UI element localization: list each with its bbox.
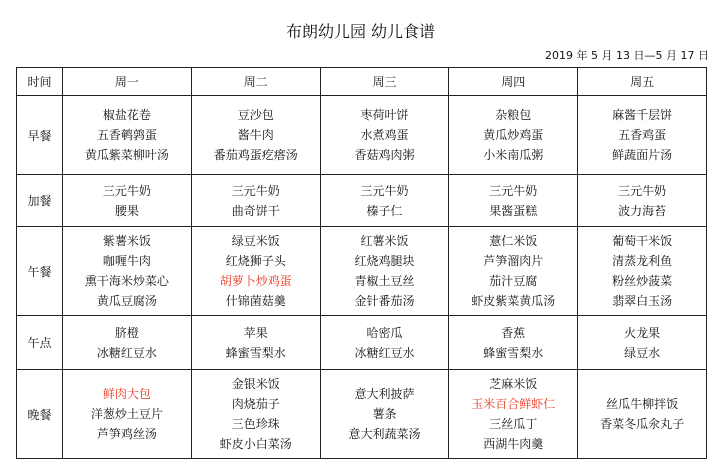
dish-item: 洋葱炒土豆片: [90, 407, 163, 421]
menu-cell: [63, 227, 192, 316]
dish-item: 翡翠白玉汤: [612, 294, 673, 308]
dish-item: 椒盐花卷: [102, 108, 151, 122]
dish-item: 香菜冬瓜氽丸子: [600, 417, 685, 431]
dish-item: 意大利蔬菜汤: [348, 427, 421, 441]
dish-item: 粉丝炒菠菜: [612, 274, 673, 288]
menu-cell: [191, 227, 320, 316]
menu-cell: [320, 227, 449, 316]
menu-cell: [191, 316, 320, 370]
day-header: 周四: [449, 68, 578, 96]
dish-item: 绿豆米饭: [231, 234, 280, 248]
dish-item: 鲜蔬面片汤: [612, 148, 673, 162]
menu-cell: [63, 316, 192, 370]
dish-item: 黄瓜紫菜柳叶汤: [84, 148, 169, 162]
dish-item: 五香鸡蛋: [618, 128, 667, 142]
meal-label: 晚餐: [17, 370, 63, 459]
dish-item: 红薯米饭: [360, 234, 409, 248]
dish-item: 茄汁豆腐: [489, 274, 538, 288]
dish-item: 芦笋溜肉片: [483, 254, 544, 268]
dish-item: 黄瓜炒鸡蛋: [483, 128, 544, 142]
dish-item: 小米南瓜粥: [483, 148, 544, 162]
dish-item: 绿豆水: [624, 345, 661, 360]
dish-item: 蜂蜜雪梨水: [483, 345, 544, 360]
dish-item: 脐橙: [114, 325, 139, 340]
dish-item: 酱牛肉: [237, 128, 274, 142]
menu-cell: [578, 316, 707, 370]
menu-cell: [449, 370, 578, 459]
dish-item: 果酱蛋糕: [489, 203, 538, 218]
meal-label: 加餐: [17, 175, 63, 227]
day-header: 周一: [63, 68, 192, 96]
dish-item: 豆沙包: [237, 108, 274, 122]
dish-item: 青椒土豆丝: [354, 274, 415, 288]
menu-cell: [449, 96, 578, 175]
dish-item: 鲜肉大包: [102, 387, 151, 401]
dish-item: 三元牛奶: [102, 183, 151, 198]
dish-item: 五香鹌鹑蛋: [96, 128, 157, 142]
dish-item: 黄瓜豆腐汤: [96, 294, 157, 308]
day-header: 周二: [191, 68, 320, 96]
day-header: 周五: [578, 68, 707, 96]
menu-cell: [449, 227, 578, 316]
dish-item: 丝瓜牛柳拌饭: [606, 397, 679, 411]
dish-item: 番茄鸡蛋疙瘩汤: [213, 148, 298, 162]
page-title: 布朗幼儿园 幼儿食谱: [285, 22, 436, 41]
dish-item: 清蒸龙利鱼: [612, 254, 673, 268]
menu-cell: [191, 96, 320, 175]
dish-item: 红烧狮子头: [225, 254, 286, 268]
dish-item: 玉米百合鲜虾仁: [471, 397, 556, 411]
menu-cell: [320, 370, 449, 459]
menu-cell: [320, 175, 449, 227]
dish-item: 蜂蜜雪梨水: [225, 345, 286, 360]
dish-item: 杂粮包: [495, 108, 532, 122]
dish-item: 肉烧茄子: [231, 397, 280, 411]
meal-label: 午餐: [17, 227, 63, 316]
menu-cell: [578, 370, 707, 459]
dish-item: 波力海苔: [618, 203, 667, 218]
menu-cell: [63, 370, 192, 459]
dish-item: 意大利披萨: [354, 387, 415, 401]
dish-item: 枣荷叶饼: [360, 108, 409, 122]
corner-header: 时间: [17, 68, 63, 96]
dish-item: 胡萝卜炒鸡蛋: [219, 274, 292, 288]
menu-cell: [63, 96, 192, 175]
dish-item: 水煮鸡蛋: [360, 128, 409, 142]
dish-item: 三色珍珠: [231, 417, 280, 431]
menu-cell: [578, 227, 707, 316]
menu-cell: [320, 96, 449, 175]
dish-item: 麻酱千层饼: [612, 108, 673, 122]
dish-item: 什锦菌菇羹: [225, 294, 286, 308]
date-range: 2019 年 5 月 13 日—5 月 17 日: [545, 49, 709, 62]
dish-item: 火龙果: [624, 325, 661, 340]
dish-item: 三丝瓜丁: [489, 417, 538, 431]
dish-item: 熏干海米炒菜心: [84, 274, 169, 288]
dish-item: 紫薯米饭: [102, 234, 151, 248]
menu-table: [16, 67, 707, 459]
menu-cell: [449, 316, 578, 370]
meal-row: [17, 96, 707, 175]
day-header: 周三: [320, 68, 449, 96]
dish-item: 冰糖红豆水: [354, 345, 415, 360]
menu-cell: [578, 175, 707, 227]
meal-row: [17, 370, 707, 459]
menu-cell: [449, 175, 578, 227]
menu-cell: [63, 175, 192, 227]
dish-item: 苹果: [243, 325, 268, 340]
header-row: [17, 68, 707, 96]
dish-item: 金银米饭: [231, 377, 280, 391]
meal-row: [17, 175, 707, 227]
dish-item: 西湖牛肉羹: [483, 437, 544, 451]
dish-item: 香菇鸡肉粥: [354, 148, 415, 162]
dish-item: 香蕉: [501, 325, 526, 340]
meal-row: [17, 227, 707, 316]
dish-item: 曲奇饼干: [231, 203, 280, 218]
dish-item: 咖喱牛肉: [102, 254, 151, 268]
dish-item: 金针番茄汤: [354, 294, 415, 308]
dish-item: 虾皮紫菜黄瓜汤: [471, 294, 556, 308]
dish-item: 冰糖红豆水: [96, 345, 157, 360]
dish-item: 虾皮小白菜汤: [219, 437, 292, 451]
menu-cell: [578, 96, 707, 175]
meal-label: 早餐: [17, 96, 63, 175]
menu-cell: [320, 316, 449, 370]
dish-item: 葡萄干米饭: [612, 234, 673, 248]
menu-cell: [191, 370, 320, 459]
dish-item: 榛子仁: [366, 203, 403, 218]
dish-item: 哈密瓜: [366, 325, 403, 340]
dish-item: 薯条: [372, 407, 397, 421]
meal-row: [17, 316, 707, 370]
dish-item: 红烧鸡腿块: [354, 254, 415, 268]
dish-item: 芦笋鸡丝汤: [96, 427, 157, 441]
meal-label: 午点: [17, 316, 63, 370]
dish-item: 腰果: [114, 203, 139, 218]
dish-item: 芝麻米饭: [489, 377, 538, 391]
dish-item: 三元牛奶: [360, 183, 409, 198]
dish-item: 三元牛奶: [489, 183, 538, 198]
dish-item: 三元牛奶: [231, 183, 280, 198]
dish-item: 薏仁米饭: [489, 234, 538, 248]
dish-item: 三元牛奶: [618, 183, 667, 198]
menu-cell: [191, 175, 320, 227]
